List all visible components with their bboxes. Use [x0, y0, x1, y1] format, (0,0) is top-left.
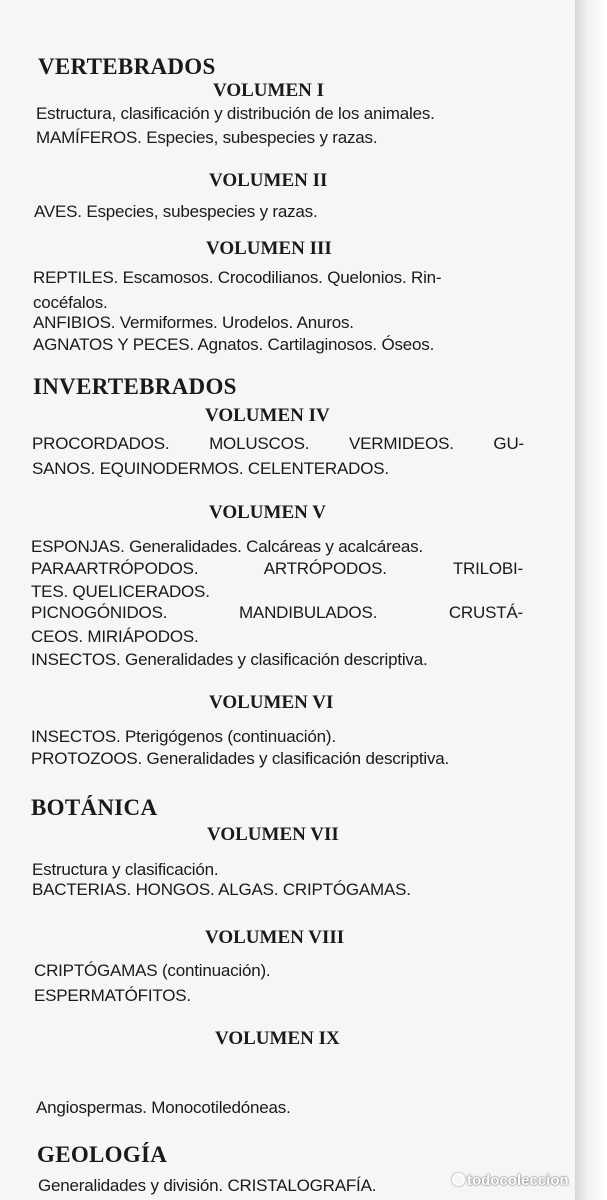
volume-5-line-6: INSECTOS. Generalidades y clasificación descriptiva. — [31, 650, 428, 669]
watermark-text: todocoleccion — [467, 1172, 569, 1189]
volume-7-heading: VOLUMEN VII — [207, 824, 339, 845]
volume-5-line-2: PARAARTRÓPODOS. ARTRÓPODOS. TRILOBI- — [31, 559, 523, 578]
volume-3-line-3: ANFIBIOS. Vermiformes. Urodelos. Anuros. — [33, 313, 354, 332]
volume-5-heading: VOLUMEN V — [209, 502, 326, 523]
volume-5-line-1: ESPONJAS. Generalidades. Calcáreas y acalcáreas. — [31, 537, 423, 556]
watermark-logo-icon — [452, 1173, 465, 1186]
volume-3-line-4: AGNATOS Y PECES. Agnatos. Cartilaginosos. Óseos. — [33, 335, 435, 354]
section-title-geologia: GEOLOGÍA — [37, 1142, 168, 1167]
section-title-botanica: BOTÁNICA — [31, 795, 158, 820]
volume-7-line-1: Estructura y clasificación. — [32, 860, 219, 879]
volume-6-line-2: PROTOZOOS. Generalidades y clasificación descriptiva. — [31, 749, 450, 768]
volume-4-line-2: SANOS. EQUINODERMOS. CELENTERADOS. — [32, 459, 389, 478]
volume-3-line-1: REPTILES. Escamosos. Crocodilianos. Quelonios. Rin- — [33, 268, 442, 287]
page-edge-shadow — [575, 0, 607, 1200]
volume-4-line-1: PROCORDADOS. MOLUSCOS. VERMIDEOS. GU- — [32, 434, 524, 453]
section-title-invertebrados: INVERTEBRADOS — [33, 374, 237, 399]
volume-8-heading: VOLUMEN VIII — [205, 927, 345, 948]
watermark — [452, 1172, 569, 1189]
volume-2-heading: VOLUMEN II — [209, 170, 328, 191]
volume-6-heading: VOLUMEN VI — [209, 692, 334, 713]
volume-1-line-2: MAMÍFEROS. Especies, subespecies y razas. — [36, 128, 378, 147]
volume-2-line-1: AVES. Especies, subespecies y razas. — [34, 202, 318, 221]
section-title-vertebrados: VERTEBRADOS — [38, 54, 216, 79]
volume-3-line-2: cocéfalos. — [33, 293, 108, 312]
volume-3-heading: VOLUMEN III — [206, 238, 332, 259]
volume-7-line-2: BACTERIAS. HONGOS. ALGAS. CRIPTÓGAMAS. — [32, 880, 411, 899]
volume-1-heading: VOLUMEN I — [213, 80, 324, 101]
volume-9-heading: VOLUMEN IX — [215, 1028, 340, 1049]
geologia-line-1: Generalidades y división. CRISTALOGRAFÍA. — [38, 1176, 377, 1195]
volume-1-line-1: Estructura, clasificación y distribución de los animales. — [36, 104, 435, 123]
volume-5-line-4: PICNOGÓNIDOS. MANDIBULADOS. CRUSTÁ- — [31, 603, 523, 622]
volume-5-line-5: CEOS. MIRIÁPODOS. — [31, 627, 199, 646]
volume-8-line-2: ESPERMATÓFITOS. — [34, 986, 191, 1005]
volume-5-line-3: TES. QUELICERADOS. — [31, 582, 210, 601]
volume-6-line-1: INSECTOS. Pterigógenos (continuación). — [31, 727, 336, 746]
volume-4-heading: VOLUMEN IV — [205, 405, 330, 426]
volume-9-line-1: Angiospermas. Monocotiledóneas. — [36, 1098, 291, 1117]
volume-8-line-1: CRIPTÓGAMAS (continuación). — [34, 961, 271, 980]
